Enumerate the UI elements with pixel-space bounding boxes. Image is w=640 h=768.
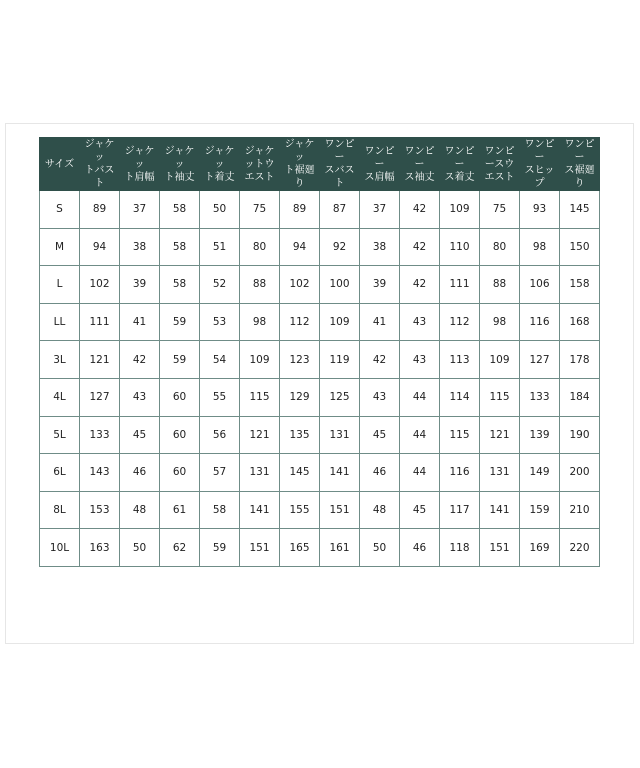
measurement-cell: 59 [160, 341, 200, 379]
header-jacket-hem: ジャケッ ト裾廻り [280, 138, 320, 191]
measurement-cell: 41 [360, 303, 400, 341]
header-dress-shoulder: ワンピー ス肩幅 [360, 138, 400, 191]
measurement-cell: 116 [520, 303, 560, 341]
measurement-cell: 139 [520, 416, 560, 454]
measurement-cell: 125 [320, 378, 360, 416]
measurement-cell: 61 [160, 491, 200, 529]
measurement-cell: 151 [240, 529, 280, 567]
size-table-header [40, 138, 600, 191]
measurement-cell: 143 [80, 454, 120, 492]
measurement-cell: 117 [440, 491, 480, 529]
table-row [40, 529, 600, 567]
measurement-cell: 58 [200, 491, 240, 529]
measurement-cell: 39 [120, 266, 160, 304]
measurement-cell: 102 [80, 266, 120, 304]
header-dress-hem: ワンピー ス裾廻り [560, 138, 600, 191]
table-row [40, 266, 600, 304]
measurement-cell: 141 [240, 491, 280, 529]
measurement-cell: 42 [400, 191, 440, 229]
measurement-cell: 158 [560, 266, 600, 304]
size-table [39, 137, 600, 567]
measurement-cell: 112 [280, 303, 320, 341]
measurement-cell: 39 [360, 266, 400, 304]
table-row [40, 416, 600, 454]
measurement-cell: 45 [400, 491, 440, 529]
measurement-cell: 55 [200, 378, 240, 416]
measurement-cell: 46 [400, 529, 440, 567]
measurement-cell: 54 [200, 341, 240, 379]
size-label-cell: 3L [40, 341, 80, 379]
measurement-cell: 178 [560, 341, 600, 379]
measurement-cell: 42 [400, 228, 440, 266]
measurement-cell: 200 [560, 454, 600, 492]
measurement-cell: 112 [440, 303, 480, 341]
table-row [40, 228, 600, 266]
measurement-cell: 48 [120, 491, 160, 529]
measurement-cell: 56 [200, 416, 240, 454]
measurement-cell: 220 [560, 529, 600, 567]
measurement-cell: 111 [80, 303, 120, 341]
measurement-cell: 43 [120, 378, 160, 416]
table-row [40, 303, 600, 341]
header-dress-length: ワンピー ス着丈 [440, 138, 480, 191]
measurement-cell: 151 [320, 491, 360, 529]
measurement-cell: 161 [320, 529, 360, 567]
measurement-cell: 42 [120, 341, 160, 379]
measurement-cell: 50 [360, 529, 400, 567]
measurement-cell: 115 [480, 378, 520, 416]
size-label-cell: LL [40, 303, 80, 341]
measurement-cell: 115 [240, 378, 280, 416]
measurement-cell: 115 [440, 416, 480, 454]
size-label-cell: 4L [40, 378, 80, 416]
measurement-cell: 59 [200, 529, 240, 567]
measurement-cell: 116 [440, 454, 480, 492]
measurement-cell: 37 [120, 191, 160, 229]
measurement-cell: 163 [80, 529, 120, 567]
measurement-cell: 60 [160, 416, 200, 454]
measurement-cell: 75 [480, 191, 520, 229]
size-label-cell: M [40, 228, 80, 266]
measurement-cell: 109 [240, 341, 280, 379]
measurement-cell: 94 [80, 228, 120, 266]
size-label-cell: 8L [40, 491, 80, 529]
measurement-cell: 75 [240, 191, 280, 229]
measurement-cell: 131 [320, 416, 360, 454]
measurement-cell: 93 [520, 191, 560, 229]
measurement-cell: 145 [560, 191, 600, 229]
measurement-cell: 48 [360, 491, 400, 529]
measurement-cell: 41 [120, 303, 160, 341]
size-label-cell: L [40, 266, 80, 304]
measurement-cell: 210 [560, 491, 600, 529]
table-row [40, 341, 600, 379]
header-jacket-waist: ジャケ ットウ エスト [240, 138, 280, 191]
measurement-cell: 110 [440, 228, 480, 266]
measurement-cell: 43 [360, 378, 400, 416]
measurement-cell: 50 [200, 191, 240, 229]
table-row [40, 378, 600, 416]
measurement-cell: 100 [320, 266, 360, 304]
measurement-cell: 111 [440, 266, 480, 304]
measurement-cell: 121 [480, 416, 520, 454]
header-jacket-bust: ジャケッ トバスト [80, 138, 120, 191]
header-jacket-length: ジャケッ ト着丈 [200, 138, 240, 191]
measurement-cell: 153 [80, 491, 120, 529]
measurement-cell: 131 [480, 454, 520, 492]
measurement-cell: 119 [320, 341, 360, 379]
measurement-cell: 127 [80, 378, 120, 416]
measurement-cell: 80 [240, 228, 280, 266]
measurement-cell: 113 [440, 341, 480, 379]
header-row [40, 138, 600, 191]
measurement-cell: 44 [400, 416, 440, 454]
header-dress-waist: ワンピ ースウ エスト [480, 138, 520, 191]
size-label-cell: 10L [40, 529, 80, 567]
measurement-cell: 37 [360, 191, 400, 229]
measurement-cell: 51 [200, 228, 240, 266]
header-dress-bust: ワンピー スバスト [320, 138, 360, 191]
measurement-cell: 145 [280, 454, 320, 492]
measurement-cell: 150 [560, 228, 600, 266]
measurement-cell: 50 [120, 529, 160, 567]
measurement-cell: 60 [160, 378, 200, 416]
measurement-cell: 43 [400, 341, 440, 379]
measurement-cell: 44 [400, 378, 440, 416]
table-row [40, 491, 600, 529]
measurement-cell: 118 [440, 529, 480, 567]
measurement-cell: 149 [520, 454, 560, 492]
measurement-cell: 45 [120, 416, 160, 454]
measurement-cell: 151 [480, 529, 520, 567]
measurement-cell: 168 [560, 303, 600, 341]
measurement-cell: 109 [440, 191, 480, 229]
measurement-cell: 43 [400, 303, 440, 341]
measurement-cell: 58 [160, 191, 200, 229]
measurement-cell: 114 [440, 378, 480, 416]
measurement-cell: 98 [480, 303, 520, 341]
measurement-cell: 98 [240, 303, 280, 341]
size-label-cell: 5L [40, 416, 80, 454]
measurement-cell: 121 [80, 341, 120, 379]
measurement-cell: 131 [240, 454, 280, 492]
measurement-cell: 165 [280, 529, 320, 567]
measurement-cell: 129 [280, 378, 320, 416]
measurement-cell: 52 [200, 266, 240, 304]
measurement-cell: 58 [160, 228, 200, 266]
measurement-cell: 59 [160, 303, 200, 341]
measurement-cell: 87 [320, 191, 360, 229]
measurement-cell: 102 [280, 266, 320, 304]
header-size: サイズ [40, 138, 80, 191]
measurement-cell: 123 [280, 341, 320, 379]
measurement-cell: 88 [480, 266, 520, 304]
measurement-cell: 109 [480, 341, 520, 379]
measurement-cell: 58 [160, 266, 200, 304]
measurement-cell: 135 [280, 416, 320, 454]
header-dress-sleeve: ワンピー ス袖丈 [400, 138, 440, 191]
measurement-cell: 57 [200, 454, 240, 492]
measurement-cell: 88 [240, 266, 280, 304]
size-label-cell: S [40, 191, 80, 229]
measurement-cell: 89 [80, 191, 120, 229]
measurement-cell: 46 [360, 454, 400, 492]
header-dress-hip: ワンピー スヒップ [520, 138, 560, 191]
measurement-cell: 42 [360, 341, 400, 379]
measurement-cell: 127 [520, 341, 560, 379]
measurement-cell: 45 [360, 416, 400, 454]
measurement-cell: 89 [280, 191, 320, 229]
measurement-cell: 159 [520, 491, 560, 529]
measurement-cell: 62 [160, 529, 200, 567]
measurement-cell: 133 [80, 416, 120, 454]
measurement-cell: 169 [520, 529, 560, 567]
measurement-cell: 155 [280, 491, 320, 529]
measurement-cell: 80 [480, 228, 520, 266]
measurement-cell: 190 [560, 416, 600, 454]
measurement-cell: 53 [200, 303, 240, 341]
measurement-cell: 42 [400, 266, 440, 304]
measurement-cell: 184 [560, 378, 600, 416]
table-row [40, 454, 600, 492]
measurement-cell: 44 [400, 454, 440, 492]
size-table-body [40, 191, 600, 567]
measurement-cell: 94 [280, 228, 320, 266]
measurement-cell: 38 [360, 228, 400, 266]
measurement-cell: 92 [320, 228, 360, 266]
header-jacket-sleeve: ジャケッ ト袖丈 [160, 138, 200, 191]
measurement-cell: 46 [120, 454, 160, 492]
measurement-cell: 106 [520, 266, 560, 304]
measurement-cell: 141 [480, 491, 520, 529]
measurement-cell: 121 [240, 416, 280, 454]
header-jacket-shoulder: ジャケッ ト肩幅 [120, 138, 160, 191]
measurement-cell: 109 [320, 303, 360, 341]
measurement-cell: 133 [520, 378, 560, 416]
measurement-cell: 60 [160, 454, 200, 492]
measurement-cell: 98 [520, 228, 560, 266]
table-row [40, 191, 600, 229]
measurement-cell: 141 [320, 454, 360, 492]
size-label-cell: 6L [40, 454, 80, 492]
measurement-cell: 38 [120, 228, 160, 266]
